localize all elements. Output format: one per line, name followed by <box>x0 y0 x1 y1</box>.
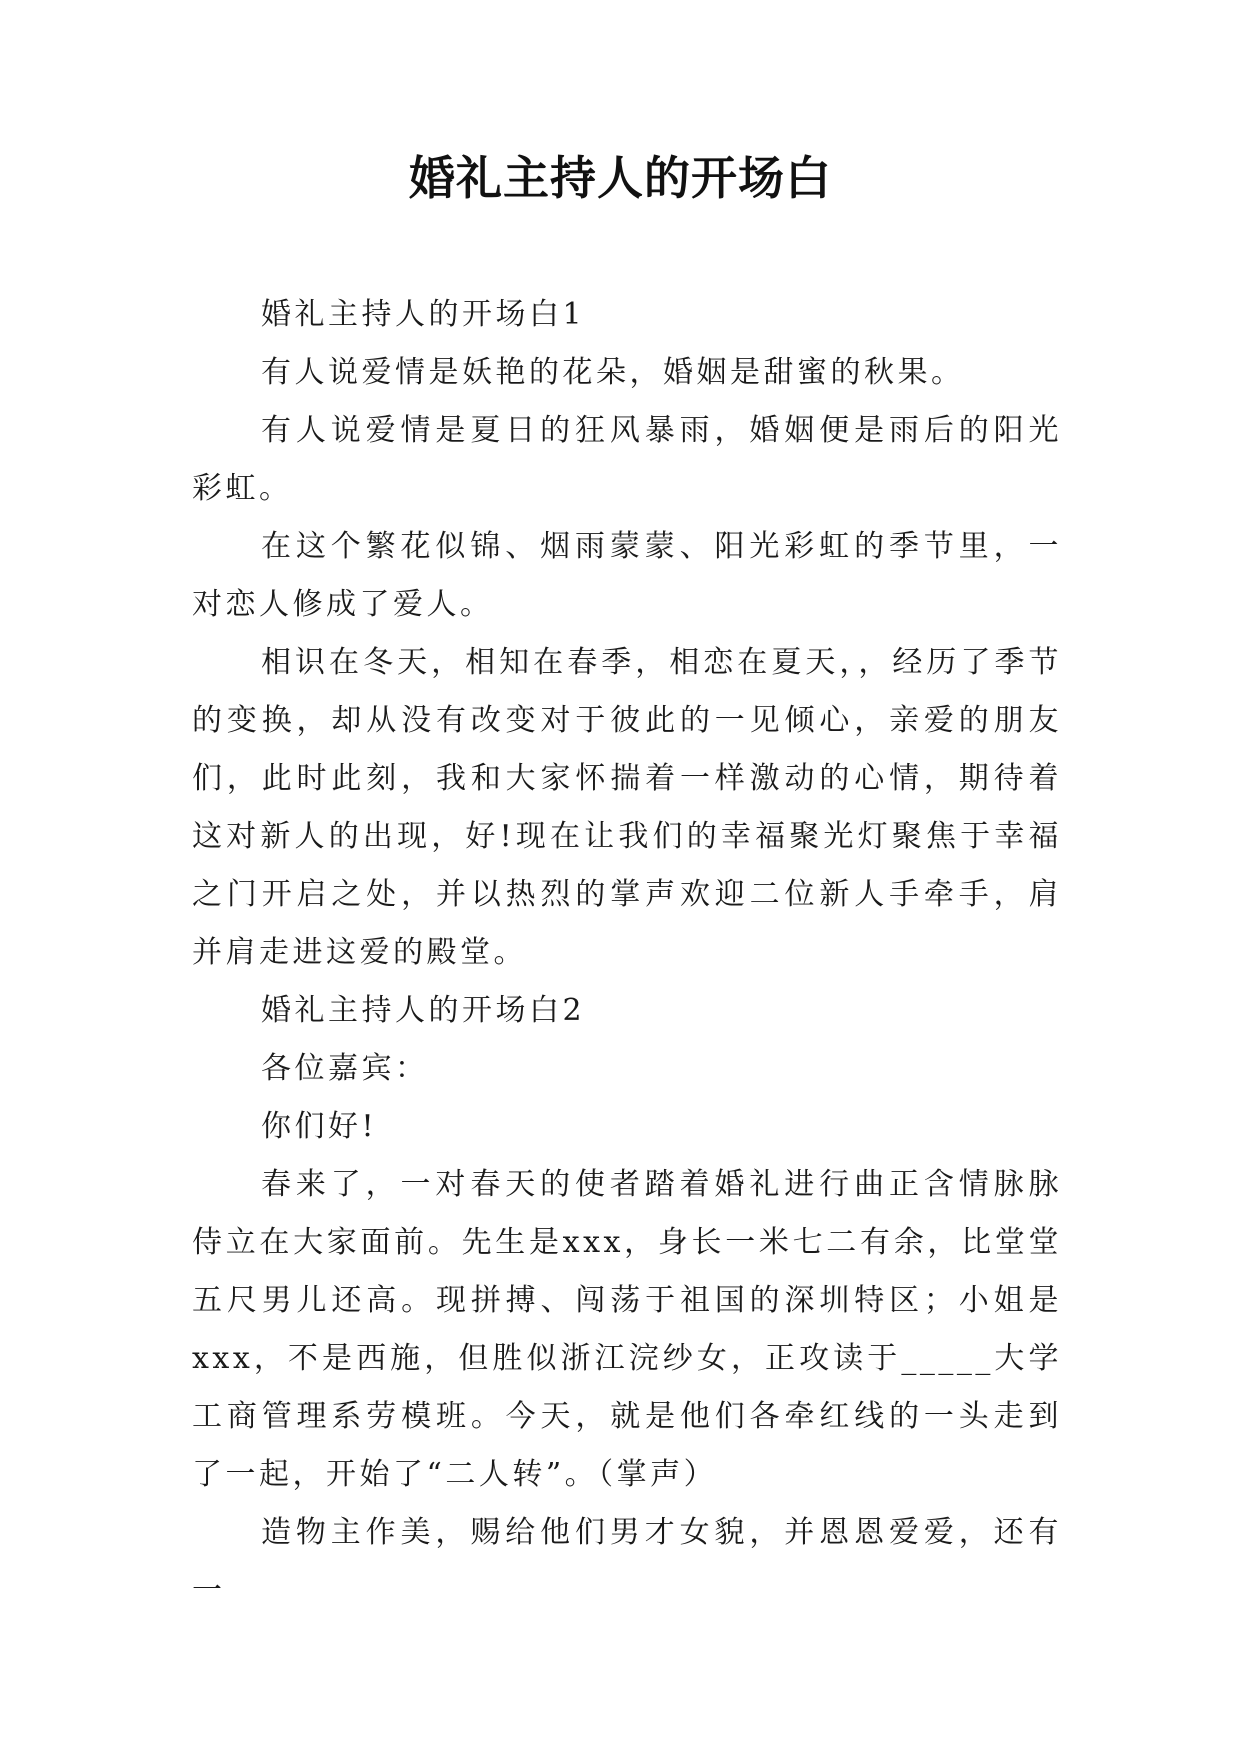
greeting: 你们好! <box>261 1109 378 1144</box>
section-heading-2: 婚礼主持人的开场白2 <box>261 993 586 1028</box>
paragraph: 有人说爱情是妖艳的花朵，婚姻是甜蜜的秋果。 <box>261 355 965 390</box>
paragraph: 相识在冬天，相知在春季，相恋在夏天，，经历了季节的变换，却从没有改变对于彼此的一见倾心，亲爱的朋友们，此时此刻，我和大家怀揣着一样激动的心情，期待着这对新人的出现，好!现在让我们的幸福聚光灯聚焦于幸福之门开启之处，并以热烈的掌声欢迎二位新人手牵手，肩并肩走进这爱的殿堂。 <box>192 645 1062 970</box>
document-title: 婚礼主持人的开场白 <box>409 151 832 205</box>
section-heading-1: 婚礼主持人的开场白1 <box>261 297 586 332</box>
paragraph: 春来了，一对春天的使者踏着婚礼进行曲正含情脉脉侍立在大家面前。先生是xxx，身长一米七二有余，比堂堂五尺男儿还高。现拼搏、闯荡于祖国的深圳特区；小姐是xxx，不是西施，但胜似浙江浣纱女，正攻读于_____大学工商管理系劳模班。今天，就是他们各牵红线的一头走到了一起，开始了“二人转”。（掌声） <box>192 1167 1062 1492</box>
paragraph: 有人说爱情是夏日的狂风暴雨，婚姻便是雨后的阳光彩虹。 <box>192 413 1062 506</box>
salutation: 各位嘉宾： <box>261 1051 429 1086</box>
paragraph: 在这个繁花似锦、烟雨蒙蒙、阳光彩虹的季节里，一对恋人修成了爱人。 <box>192 529 1062 622</box>
paragraph: 造物主作美，赐给他们男才女貌，并恩恩爱爱，还有一 <box>192 1515 1062 1608</box>
document-body <box>192 286 1062 1620</box>
